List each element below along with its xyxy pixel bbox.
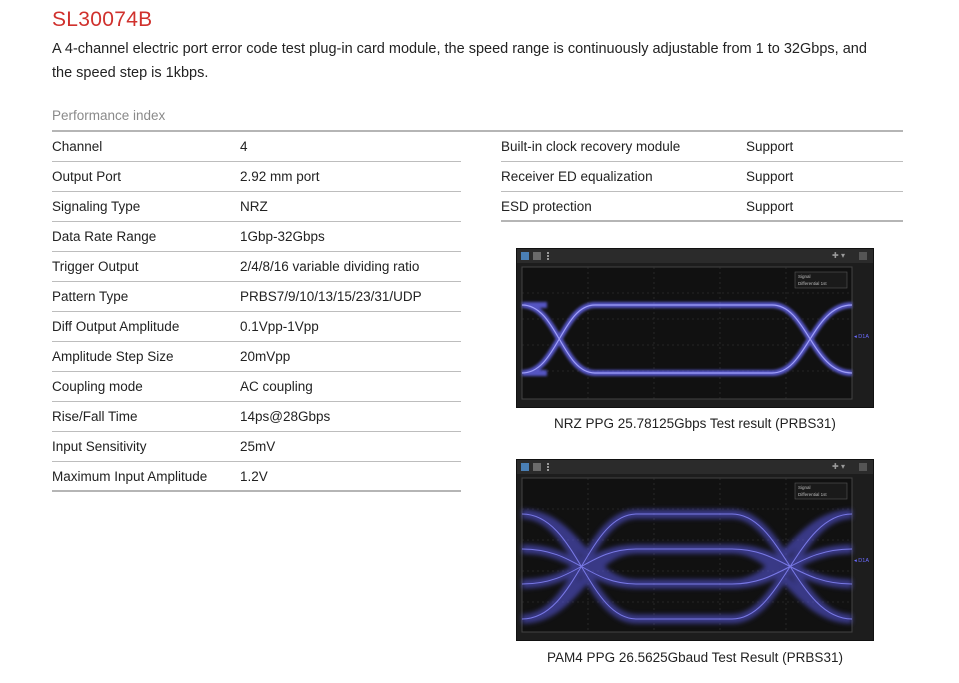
spec-value: 4 [240, 139, 248, 154]
spec-value: 0.1Vpp-1Vpp [240, 319, 319, 334]
product-description: A 4-channel electric port error code test plug-in card module, the speed range is continuously adjustable from 1 to 32Gbps, and the speed step is 1kbps. [52, 41, 867, 81]
spec-table-right [501, 132, 903, 222]
spec-key: Receiver ED equalization [501, 169, 653, 184]
nrz-caption: NRZ PPG 25.78125Gbps Test result (PRBS31) [554, 416, 836, 431]
scope-window-icon [859, 252, 867, 260]
spec-value: 1Gbp-32Gbps [240, 229, 325, 244]
spec-table-left [52, 132, 461, 492]
spec-key: Input Sensitivity [52, 439, 147, 454]
spec-key: Amplitude Step Size [52, 349, 174, 364]
nrz-eye-diagram-image [516, 248, 874, 408]
scope-toolbar [517, 249, 873, 263]
table-row [501, 192, 903, 222]
scope-channel-marker: ◂ D1A [854, 558, 869, 564]
table-row [52, 342, 461, 372]
scope-nav-icon: ✚ ▾ [832, 251, 845, 260]
spec-value: 20mVpp [240, 349, 291, 364]
spec-value: NRZ [240, 199, 268, 214]
spec-key: Pattern Type [52, 289, 129, 304]
spec-value: 2.92 mm port [240, 169, 320, 184]
spec-value: 1.2V [240, 468, 268, 484]
table-row [52, 192, 461, 222]
table-row [52, 402, 461, 432]
spec-value: 25mV [240, 439, 276, 454]
spec-key: Data Rate Range [52, 229, 157, 244]
scope-legend-differential: Differential 1st [798, 492, 827, 497]
table-row [52, 252, 461, 282]
product-title: SL30074B [52, 8, 153, 31]
spec-key: Output Port [52, 169, 122, 184]
table-row [52, 282, 461, 312]
spec-key: Rise/Fall Time [52, 409, 138, 424]
table-row [52, 222, 461, 252]
spec-key: Signaling Type [52, 199, 141, 214]
scope-toolbar [517, 460, 873, 474]
spec-value: 14ps@28Gbps [240, 409, 331, 424]
scope-channel-marker: ◂ D1A [854, 334, 869, 340]
table-row [52, 432, 461, 462]
pam4-caption: PAM4 PPG 26.5625Gbaud Test Result (PRBS31) [547, 650, 843, 665]
spec-key: ESD protection [501, 198, 592, 214]
scope-legend-signal: Signal [798, 274, 811, 279]
spec-value: PRBS7/9/10/13/15/23/31/UDP [240, 289, 422, 304]
spec-value: Support [746, 198, 794, 214]
spec-key: Built-in clock recovery module [501, 139, 681, 154]
scope-channel-icon [533, 463, 541, 471]
spec-key: Trigger Output [52, 259, 139, 274]
spec-key: Coupling mode [52, 379, 143, 394]
scope-menu-icon [547, 463, 551, 471]
nrz-eye-plot [517, 263, 873, 407]
spec-key: Channel [52, 139, 103, 154]
spec-value: Support [746, 169, 794, 184]
scope-menu-icon [547, 252, 551, 260]
scope-channel-icon [521, 252, 529, 260]
table-row [52, 162, 461, 192]
spec-value: AC coupling [240, 379, 313, 394]
table-row [501, 132, 903, 162]
scope-legend-differential: Differential 1st [798, 281, 827, 286]
table-row [52, 132, 461, 162]
table-row [52, 312, 461, 342]
spec-value: Support [746, 139, 794, 154]
pam4-eye-diagram-image [516, 459, 874, 641]
section-title: Performance index [52, 108, 166, 123]
scope-channel-icon [521, 463, 529, 471]
scope-channel-icon [533, 252, 541, 260]
spec-value: 2/4/8/16 variable dividing ratio [240, 259, 420, 274]
scope-legend-signal: Signal [798, 485, 811, 490]
scope-window-icon [859, 463, 867, 471]
spec-key: Maximum Input Amplitude [52, 468, 208, 484]
table-row [52, 462, 461, 492]
spec-key: Diff Output Amplitude [52, 319, 180, 334]
table-row [501, 162, 903, 192]
pam4-eye-plot [517, 474, 873, 640]
table-row [52, 372, 461, 402]
scope-nav-icon: ✚ ▾ [832, 462, 845, 471]
